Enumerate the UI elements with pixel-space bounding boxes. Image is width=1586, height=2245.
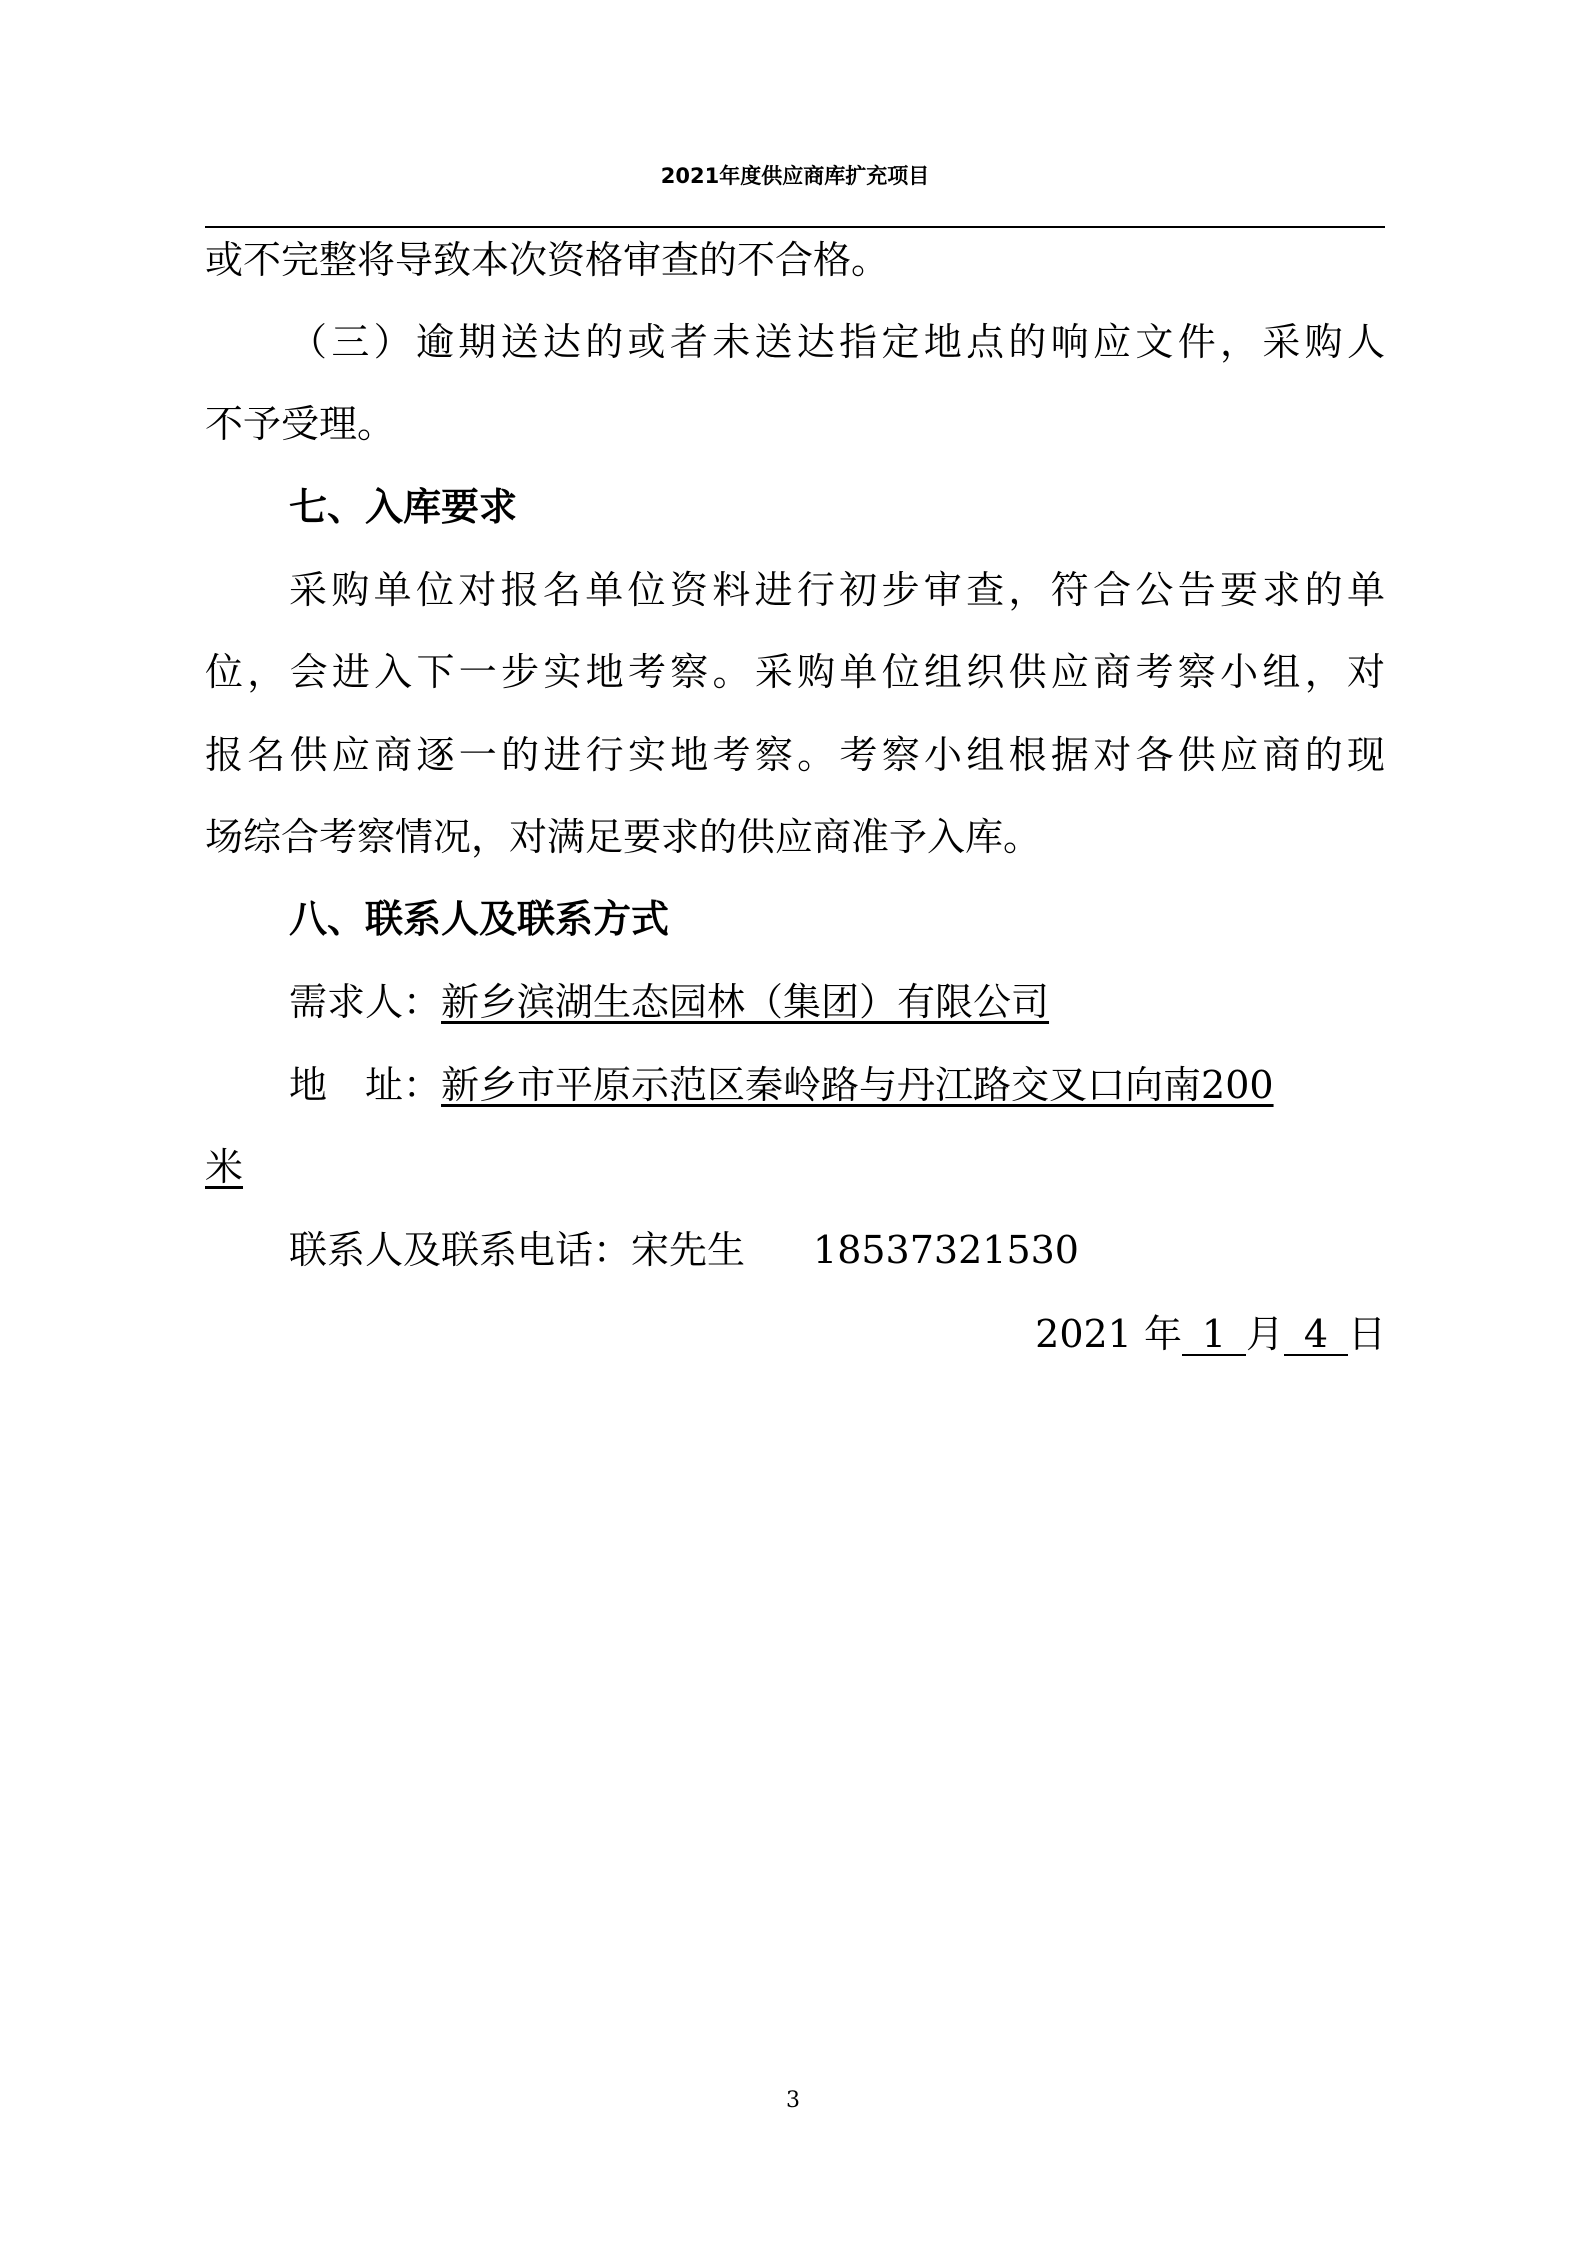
address-value-continued: 米 (205, 1145, 244, 1189)
date-year-unit: 年 (1143, 1312, 1182, 1356)
paragraph-3-line-2: 不予受理。 (205, 402, 396, 446)
contact-row (205, 1228, 1385, 1272)
contact-name: 宋先生 (631, 1228, 746, 1272)
section-7-paragraph-line-1: 采购单位对报名单位资料进行初步审查，符合公告要求的单 (289, 568, 1385, 612)
address-label: 地 址： (289, 1063, 442, 1107)
signature-date (1035, 1312, 1386, 1356)
page-header-title: 2021年度供应商库扩充项目 (660, 164, 930, 188)
date-day: 4 (1284, 1314, 1348, 1356)
contact-phone: 18537321530 (813, 1228, 1079, 1272)
section-7-paragraph-line-4: 场综合考察情况，对满足要求的供应商准予入库。 (205, 815, 1042, 859)
address-row (205, 1063, 1385, 1107)
requester-value: 新乡滨湖生态园林（集团）有限公司 (441, 980, 1050, 1024)
address-row-continued (205, 1145, 1385, 1189)
date-month-unit: 月 (1245, 1312, 1284, 1356)
paragraph-3-line-1: （三）逾期送达的或者未送达指定地点的响应文件，采购人 (289, 320, 1385, 364)
requester-label: 需求人： (289, 980, 442, 1024)
date-year: 2021 (1035, 1312, 1132, 1356)
date-month: 1 (1182, 1314, 1246, 1356)
section-7-paragraph-line-2: 位，会进入下一步实地考察。采购单位组织供应商考察小组，对 (205, 650, 1385, 694)
section-7-heading: 七、入库要求 (289, 485, 518, 529)
requester-row (205, 980, 1385, 1024)
section-7-paragraph-line-3: 报名供应商逐一的进行实地考察。考察小组根据对各供应商的现 (205, 733, 1385, 777)
page-number: 3 (786, 2088, 800, 2113)
header-divider (205, 226, 1385, 228)
section-8-heading: 八、联系人及联系方式 (289, 897, 670, 941)
paragraph-continuation: 或不完整将导致本次资格审查的不合格。 (205, 238, 890, 282)
address-value: 新乡市平原示范区秦岭路与丹江路交叉口向南200 (441, 1063, 1274, 1107)
date-day-unit: 日 (1347, 1312, 1386, 1356)
contact-label: 联系人及联系电话： (289, 1228, 632, 1272)
